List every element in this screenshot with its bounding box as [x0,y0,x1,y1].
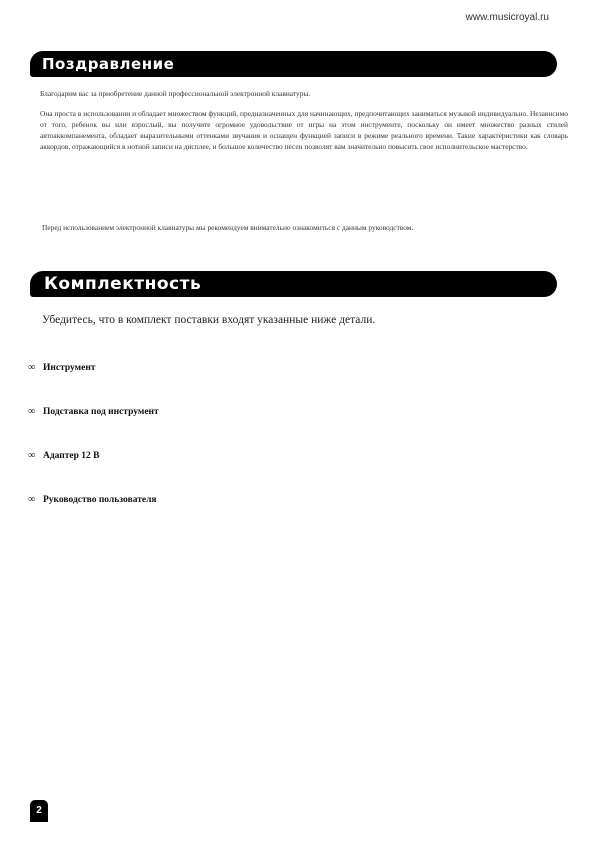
package-item-label: Адаптер 12 В [43,450,100,461]
page-number: 2 [30,800,48,822]
package-item [28,362,95,373]
infinity-bullet-icon: ∞ [28,494,36,505]
site-url: www.musicroyal.ru [465,12,549,23]
package-item [28,450,100,461]
package-item [28,406,159,417]
infinity-bullet-icon: ∞ [28,450,36,461]
package-item-label: Инструмент [43,362,96,373]
greeting-paragraph-thanks: Благодарим вас за приобретение данной профессиональной электронной клавиатуры. [40,89,311,98]
greeting-paragraph-description: Она проста в использовании и обладает множеством функций, предназначенных для начинающих, предпочитающих заниматься музыкой индивидуально. Независимо от того, ребенок вы или взрослый, вы получите огромное удовольствие от игры на этом инструменте, поскольку он имеет множество разных стилей автоаккомпанемента, обладает выразительными оттенками звучания и оснащен функцией записи в режиме реального времени. Такие характеристики как словарь аккордов, отражающийся в нотной записи на дисплее, и большое количество песен позволят вам значительно повысить свое исполнительское мастерство. [40,109,568,151]
infinity-bullet-icon: ∞ [28,406,36,417]
greeting-paragraph-recommendation: Перед использованием электронной клавиатуры мы рекомендуем внимательно ознакомиться с данным руководством. [42,223,414,232]
package-section-header: Комплектность [30,271,557,297]
package-lead-text: Убедитесь, что в комплект поставки входят указанные ниже детали. [42,314,376,326]
greeting-section-header: Поздравление [30,51,557,77]
package-item-label: Руководство пользователя [43,494,157,505]
package-item [28,494,157,505]
package-item-label: Подставка под инструмент [43,406,159,417]
infinity-bullet-icon: ∞ [28,362,36,373]
